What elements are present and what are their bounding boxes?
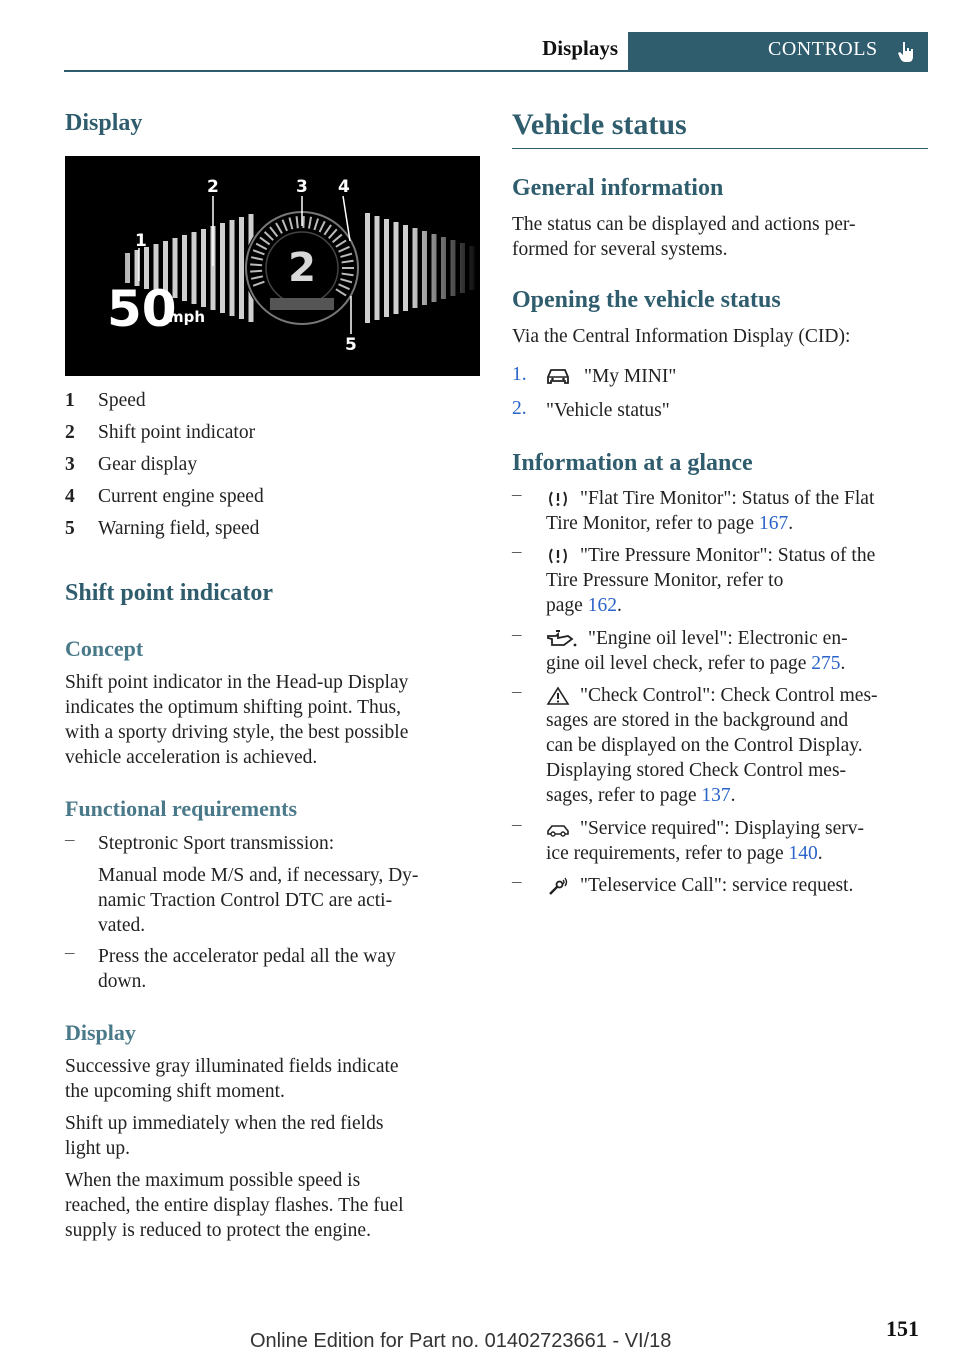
speed-value: 50 [107,280,177,338]
callout-5: 5 [345,335,357,355]
display-line: the upcoming shift moment. [65,1081,285,1102]
edition-note: Online Edition for Part no. 01402723661 - VI/18 [250,1330,672,1352]
car-service-icon [546,819,570,839]
list-dash: – [512,541,522,562]
hand-pointer-icon [894,40,918,64]
step-1-text: "My MINI" [584,366,677,387]
status-line: Tire Monitor, refer to page 167. [546,513,794,534]
shift-field [394,222,399,314]
status-line: can be displayed on the Control Display. [546,735,863,756]
header-section-title: Displays [542,36,618,60]
legend-item [65,390,146,412]
general-information-heading: General information [512,175,724,201]
warning-triangle-icon [546,686,570,706]
legend-item [65,486,264,508]
shift-field [365,213,370,323]
vehicle-status-heading: Vehicle status [512,108,687,141]
shift-field [384,219,389,317]
display-line: light up. [65,1138,131,1159]
section-rule [512,148,928,149]
list-dash: – [512,814,522,835]
gear-value: 2 [288,245,316,291]
requirement-line: Steptronic Sport transmission: [98,833,335,854]
requirement-line: Manual mode M/S and, if necessary, Dy- [98,865,419,886]
page-number: 151 [886,1316,919,1341]
oil-can-icon [546,629,578,649]
status-line: Displaying stored Check Control mes- [546,760,847,781]
hud-figure [65,156,480,376]
step-2-text: "Vehicle status" [546,400,670,421]
status-line: gine oil level check, refer to page 275. [546,653,846,674]
general-line: formed for several systems. [512,239,728,260]
concept-line: vehicle acceleration is achieved. [65,747,318,768]
display-subheading: Display [65,1020,136,1045]
legend-item [65,518,259,540]
shift-field [403,225,408,311]
status-line: "Service required": Displaying serv- [580,818,864,839]
functional-requirements-heading: Functional requirements [65,796,298,821]
wrench-signal-icon [546,876,570,896]
status-line: "Tire Pressure Monitor": Status of the [580,545,876,566]
shift-field [201,229,206,307]
legend-number: 1 [65,390,75,411]
shift-field [230,220,235,316]
legend-label: Gear display [98,454,198,475]
callout-2: 2 [207,177,219,197]
page-reference-link[interactable]: 140 [788,843,818,864]
list-dash: – [512,484,522,505]
list-dash: – [512,871,522,892]
legend-label: Current engine speed [98,486,264,507]
requirement-line: down. [98,971,147,992]
callout-1: 1 [135,231,147,251]
step-1-number: 1. [512,364,527,385]
requirement-line: vated. [98,915,146,936]
legend-label: Warning field, speed [98,518,260,539]
shift-field [182,235,187,301]
status-line: page 162. [546,595,622,616]
status-line: Tire Pressure Monitor, refer to [546,570,784,591]
page-reference-link[interactable]: 275 [811,653,841,674]
list-dash: – [65,942,75,963]
concept-heading: Concept [65,636,144,661]
page-reference-link[interactable]: 162 [587,595,617,616]
legend-label: Shift point indicator [98,422,256,443]
status-line: sages, refer to page 137. [546,785,736,806]
list-dash: – [512,624,522,645]
list-dash: – [65,829,75,850]
display-line: supply is reduced to protect the engine. [65,1220,371,1241]
opening-intro: Via the Central Information Display (CID): [512,326,851,347]
step-2-number: 2. [512,398,527,419]
concept-line: Shift point indicator in the Head-up Display [65,672,409,693]
concept-line: with a sporty driving style, the best possible [65,722,409,743]
display-line: Successive gray illuminated fields indicate [65,1056,399,1077]
information-glance-heading: Information at a glance [512,450,753,476]
legend-number: 2 [65,422,75,443]
status-line: "Flat Tire Monitor": Status of the Flat [580,488,875,509]
shift-field [375,216,380,320]
concept-line: indicates the optimum shifting point. Thus, [65,697,401,718]
tire-warning-icon [546,489,570,509]
rpm-tick [250,264,262,265]
requirement-line: namic Traction Control DTC are acti- [98,890,393,911]
rpm-tick [250,271,262,272]
display-heading: Display [65,110,143,136]
shift-indicator-heading: Shift point indicator [65,580,274,606]
legend-number: 3 [65,454,75,475]
legend-label: Speed [98,390,146,411]
car-front-icon [545,368,571,386]
shift-field [192,232,197,304]
legend-number: 4 [65,486,75,507]
shift-field [220,223,225,313]
shift-field [239,217,244,319]
opening-status-heading: Opening the vehicle status [512,287,781,313]
page-reference-link[interactable]: 137 [701,785,731,806]
tire-warning-icon [546,546,570,566]
status-line: "Engine oil level": Electronic en- [588,628,848,649]
legend-item [65,454,197,476]
hud-illustration [65,156,480,376]
legend-number: 5 [65,518,75,539]
requirement-line: Press the accelerator pedal all the way [98,946,396,967]
status-line: ice requirements, refer to page 140. [546,843,823,864]
general-line: The status can be displayed and actions per- [512,214,856,235]
legend-item [65,422,255,444]
callout-4: 4 [338,177,350,197]
status-line: "Teleservice Call": service request. [580,875,854,896]
status-line: "Check Control": Check Control mes- [580,685,878,706]
callout-3: 3 [296,177,308,197]
display-line: reached, the entire display flashes. The fuel [65,1195,404,1216]
status-line: sages are stored in the background and [546,710,849,731]
display-line: Shift up immediately when the red fields [65,1113,384,1134]
header-chapter-label: CONTROLS [768,38,878,60]
rpm-tick [297,216,298,228]
display-line: When the maximum possible speed is [65,1170,361,1191]
page-reference-link[interactable]: 167 [758,513,789,534]
speed-unit: mph [168,308,206,326]
list-dash: – [512,681,522,702]
